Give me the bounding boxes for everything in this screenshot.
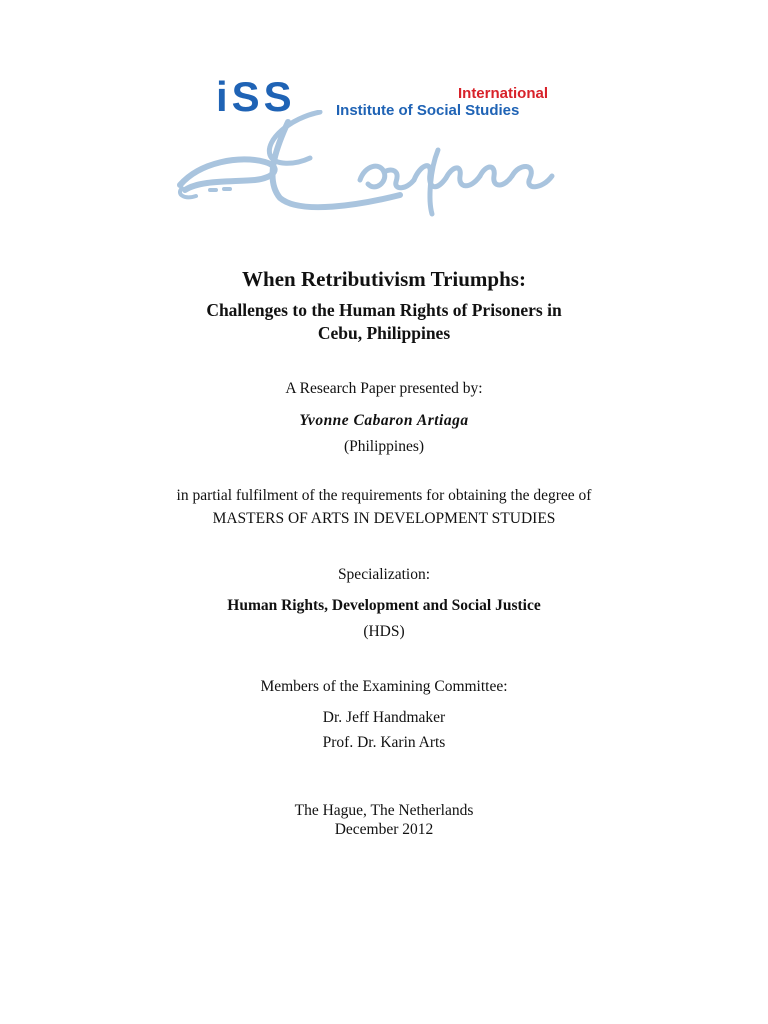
author-country: (Philippines) xyxy=(343,438,425,455)
specialization-name: Human Rights, Development and Social Justice xyxy=(227,597,541,614)
document-subtitle-line-1: Challenges to the Human Rights of Prisoners in xyxy=(206,300,562,320)
fulfilment-text: in partial fulfilment of the requirements for obtaining the degree of xyxy=(176,487,592,504)
document-subtitle-line-2: Cebu, Philippines xyxy=(317,323,451,343)
specialization-abbr: (HDS) xyxy=(363,623,405,640)
logo-institute-text: Institute of Social Studies xyxy=(336,102,520,119)
document-title: When Retributivism Triumphs: xyxy=(242,267,526,291)
iss-logo-letters: iSS xyxy=(216,73,296,120)
date-text: December 2012 xyxy=(334,821,434,838)
author-name: Yvonne Cabaron Artiaga xyxy=(299,412,469,429)
committee-label: Members of the Examining Committee: xyxy=(260,678,508,695)
logo-international-text: International xyxy=(457,85,548,102)
degree-name: MASTERS OF ARTS IN DEVELOPMENT STUDIES xyxy=(212,510,556,527)
committee-member: Dr. Jeff Handmaker xyxy=(322,709,446,726)
place-text: The Hague, The Netherlands xyxy=(294,802,474,819)
iss-logo xyxy=(170,70,560,220)
committee-member: Prof. Dr. Karin Arts xyxy=(322,734,446,751)
specialization-label: Specialization: xyxy=(337,566,431,583)
presented-by-text: A Research Paper presented by: xyxy=(285,380,483,397)
erasmus-signature-icon xyxy=(170,110,560,220)
